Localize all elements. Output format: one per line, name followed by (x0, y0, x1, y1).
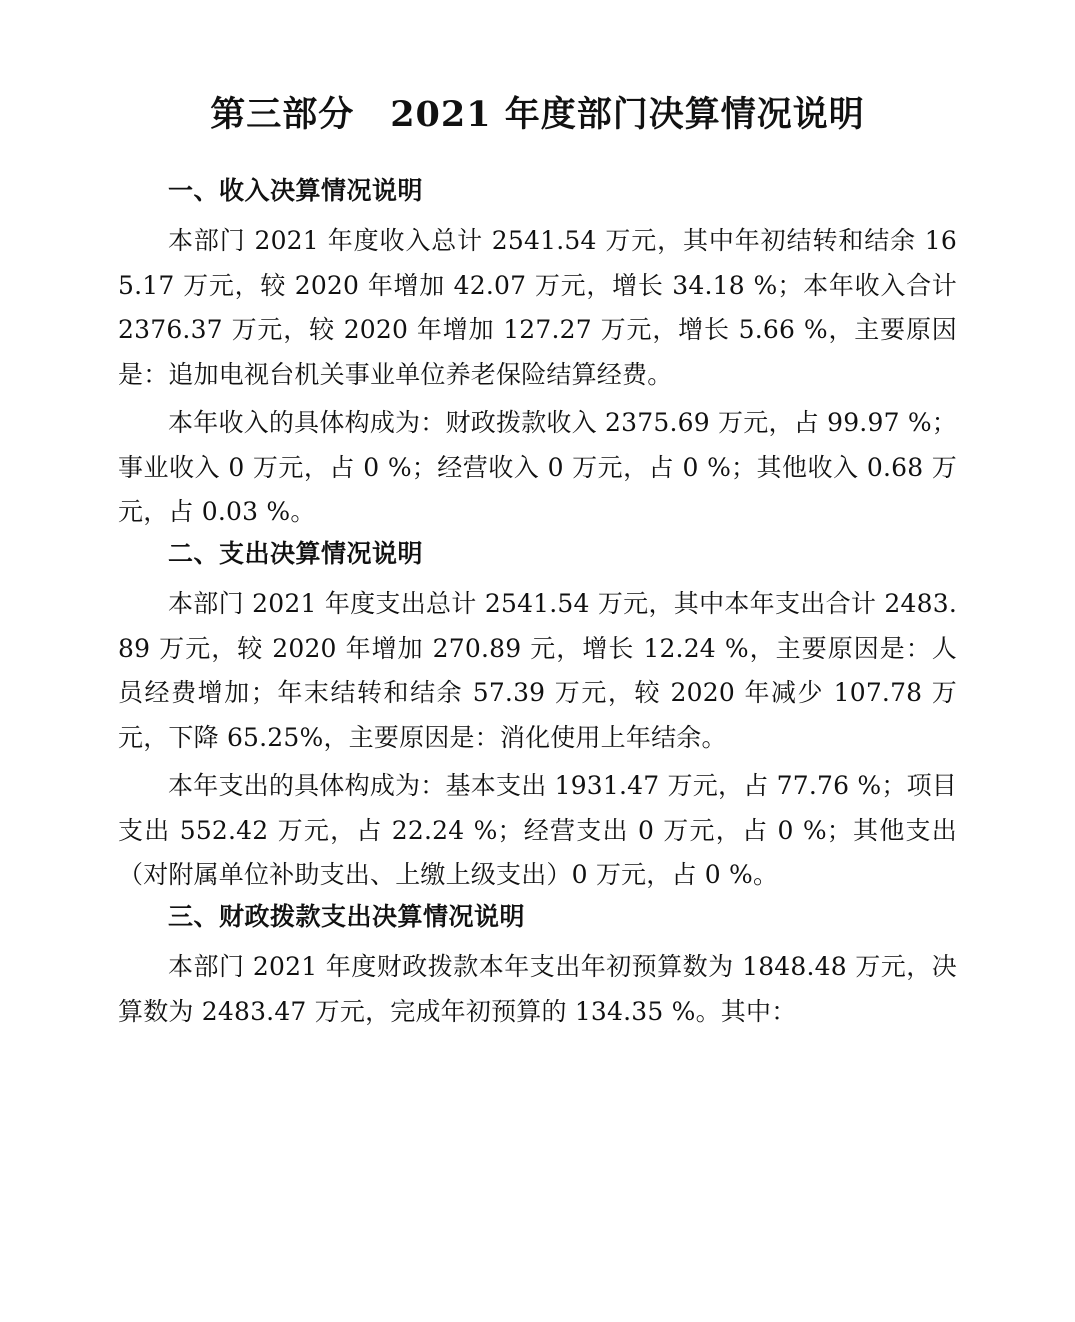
paragraph-income-composition: 本年收入的具体构成为：财政拨款收入 2375.69 万元，占 99.97 %；事业收入 0 万元，占 0 %；经营收入 0 万元，占 0 %；其他收入 0.68 万元，占 0.03 %。 (118, 408, 957, 526)
page-title: 第三部分 2021 年度部门决算情况说明 (210, 94, 865, 135)
paragraph-income-total: 本部门 2021 年度收入总计 2541.54 万元，其中年初结转和结余 165.17 万元，较 2020 年增加 42.07 万元，增长 34.18 %；本年收入合计 2376.37 万元，较 2020 年增加 127.27 万元，增长 5.66 %，主要原因是：追加电视台机关事业单位养老保险结算经费。 (118, 226, 957, 389)
section-expenditure (118, 535, 957, 898)
paragraph-fiscal-appropriation-budget: 本部门 2021 年度财政拨款本年支出年初预算数为 1848.48 万元，决算数为 2483.47 万元，完成年初预算的 134.35 %。其中： (118, 952, 957, 1026)
section-heading-income: 一、收入决算情况说明 (168, 175, 424, 205)
section-fiscal-appropriation (118, 898, 957, 1035)
section-heading-fiscal-appropriation: 三、财政拨款支出决算情况说明 (168, 901, 526, 931)
paragraph-expenditure-composition: 本年支出的具体构成为：基本支出 1931.47 万元，占 77.76 %；项目支出 552.42 万元，占 22.24 %；经营支出 0 万元，占 0 %；其他支出（对附属单位补助支出、上缴上级支出）0 万元，占 0 %。 (118, 771, 957, 889)
section-income (118, 172, 957, 535)
paragraph-expenditure-total: 本部门 2021 年度支出总计 2541.54 万元，其中本年支出合计 2483.89 万元，较 2020 年增加 270.89 元，增长 12.24 %，主要原因是：人员经费增加；年末结转和结余 57.39 万元，较 2020 年减少 107.78 万元，下降 65.25%，主要原因是：消化使用上年结余。 (118, 589, 957, 752)
section-heading-expenditure: 二、支出决算情况说明 (168, 538, 424, 568)
